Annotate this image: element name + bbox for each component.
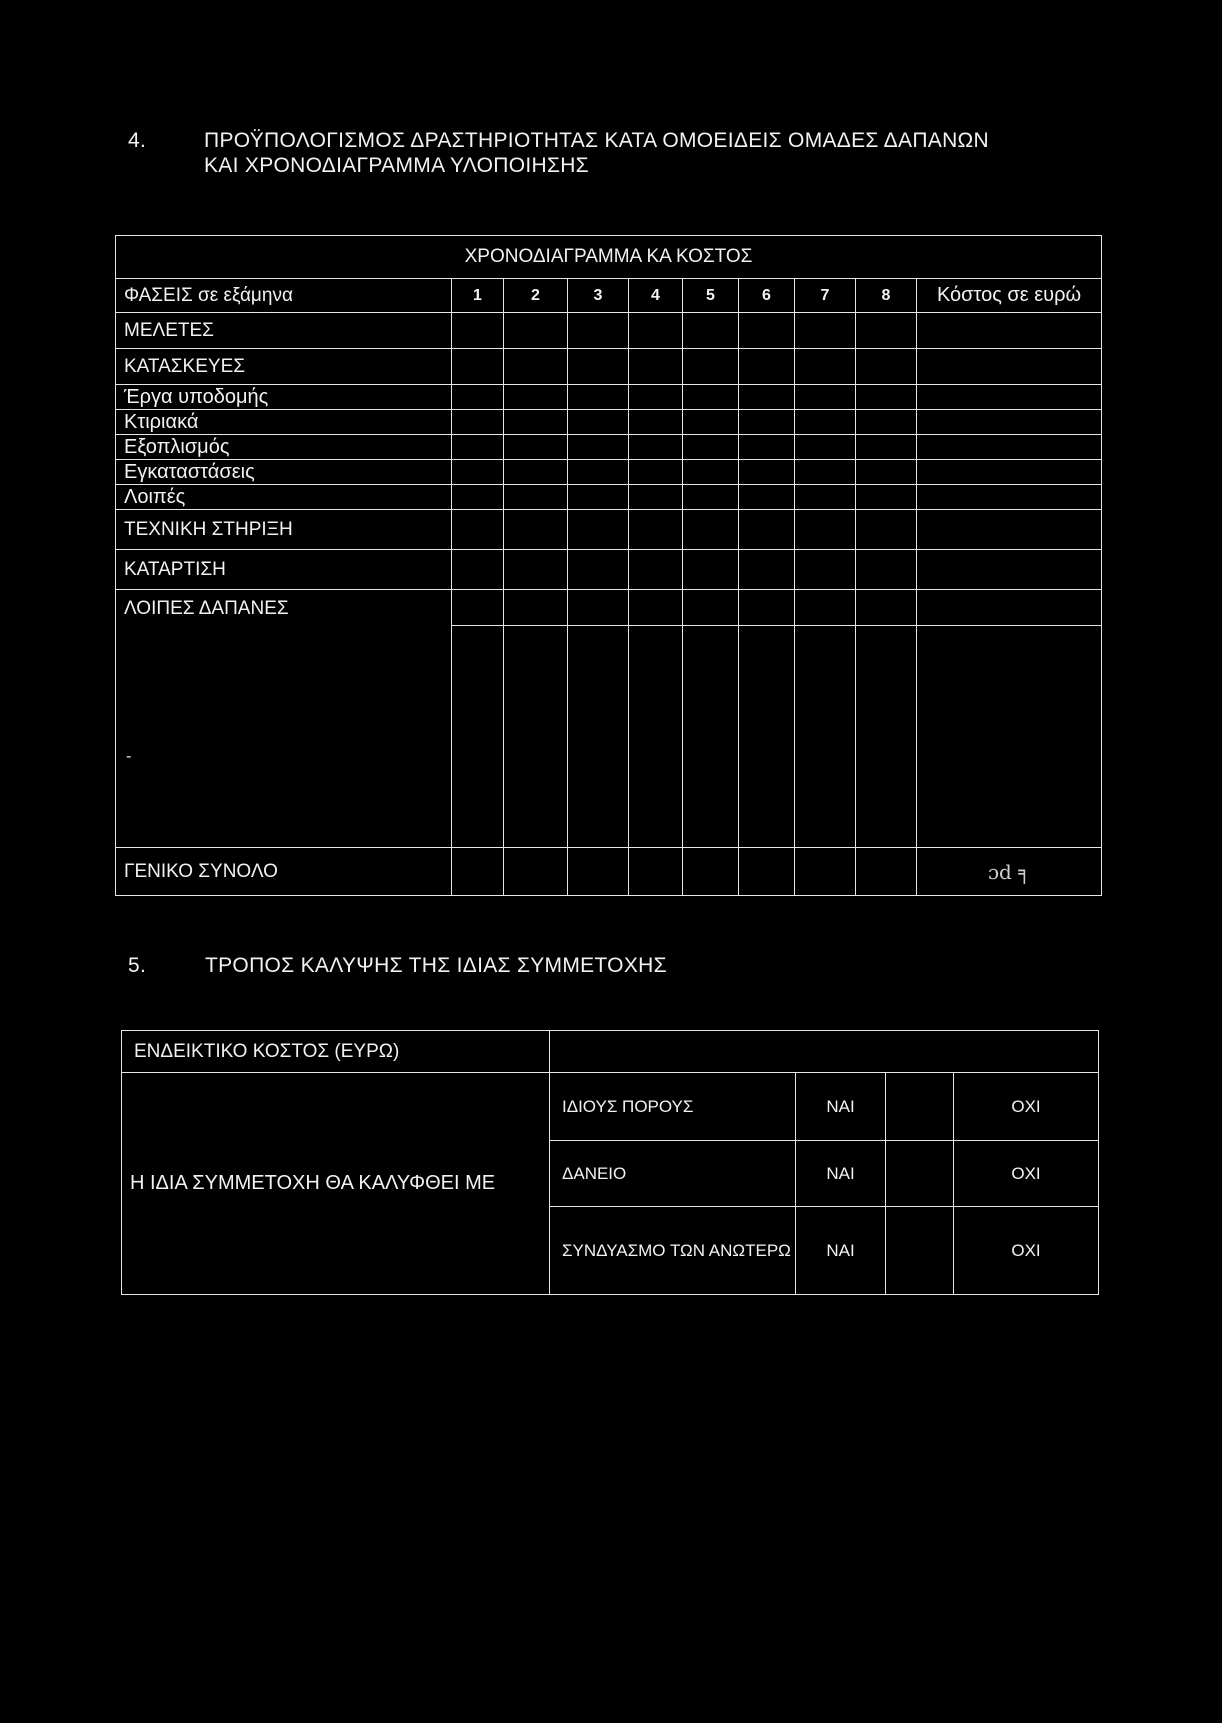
cell <box>739 550 795 590</box>
cell <box>795 410 856 435</box>
cell <box>795 550 856 590</box>
cell <box>629 313 683 349</box>
row-label-techniki-stirixi: ΤΕΧΝΙΚΗ ΣΤΗΡΙΞΗ <box>116 510 452 550</box>
cell <box>739 313 795 349</box>
cell <box>856 313 917 349</box>
cost-cell <box>917 590 1102 626</box>
cost-cell <box>917 349 1102 385</box>
cell <box>683 550 739 590</box>
cell <box>452 626 504 848</box>
cost-cell <box>917 460 1102 485</box>
cell <box>795 848 856 896</box>
cell <box>856 485 917 510</box>
cell <box>568 410 629 435</box>
cost-cell <box>917 435 1102 460</box>
cost-cell <box>917 313 1102 349</box>
option-combination: ΣΥΝΔΥΑΣΜΟ ΤΩΝ ΑΝΩΤΕΡΩ <box>550 1207 796 1295</box>
semester-8: 8 <box>856 279 917 313</box>
cell <box>504 485 568 510</box>
cell <box>739 435 795 460</box>
option-own-resources: ΙΔΙΟΥΣ ΠΟΡΟΥΣ <box>550 1073 796 1141</box>
cell <box>568 485 629 510</box>
cell <box>739 848 795 896</box>
section-title-line-1: ΠΡΟΫΠΟΛΟΓΙΣΜΟΣ ΔΡΑΣΤΗΡΙΟΤΗΤΑΣ ΚΑΤΑ ΟΜΟΕΙΔΕΙΣ ΟΜΑΔΕΣ ΔΑΠΑΝΩΝ <box>204 129 990 152</box>
cell <box>739 349 795 385</box>
option-own-resources-yes[interactable]: ΝΑΙ <box>796 1073 886 1141</box>
cell <box>856 510 917 550</box>
cell <box>452 313 504 349</box>
cell <box>452 485 504 510</box>
checkbox-cell[interactable] <box>886 1141 954 1207</box>
cell <box>452 510 504 550</box>
cell <box>795 313 856 349</box>
row-label-loipes-dapanes <box>116 590 452 848</box>
cell <box>683 626 739 848</box>
option-own-resources-no[interactable]: ΟΧΙ <box>954 1073 1099 1141</box>
semester-4: 4 <box>629 279 683 313</box>
cost-cell <box>917 410 1102 435</box>
cell <box>452 848 504 896</box>
cell <box>683 385 739 410</box>
cell <box>504 410 568 435</box>
section-title-line-2: ΚΑΙ ΧΡΟΝΟΔΙΑΓΡΑΜΜΑ ΥΛΟΠΟΙΗΣΗΣ <box>204 154 589 177</box>
option-loan-yes[interactable]: ΝΑΙ <box>796 1141 886 1207</box>
cell <box>683 410 739 435</box>
cost-cell <box>917 385 1102 410</box>
cell <box>504 510 568 550</box>
checkbox-cell[interactable] <box>886 1073 954 1141</box>
semester-6: 6 <box>739 279 795 313</box>
cell <box>629 550 683 590</box>
cell <box>683 435 739 460</box>
cell <box>452 550 504 590</box>
cell <box>452 460 504 485</box>
cell <box>629 848 683 896</box>
option-loan: ΔΑΝΕΙΟ <box>550 1141 796 1207</box>
cell <box>568 510 629 550</box>
cell <box>504 848 568 896</box>
coverage-table <box>121 1030 1099 1295</box>
cost-cell <box>917 550 1102 590</box>
cell <box>739 385 795 410</box>
row-label-meletes: ΜΕΛΕΤΕΣ <box>116 313 452 349</box>
section-title: ΤΡΟΠΟΣ ΚΑΛΥΨΗΣ ΤΗΣ ΙΔΙΑΣ ΣΥΜΜΕΤΟΧΗΣ <box>205 954 667 977</box>
cell <box>856 435 917 460</box>
cell <box>568 848 629 896</box>
cell <box>856 848 917 896</box>
cell <box>629 510 683 550</box>
indicative-cost-value <box>550 1031 1099 1073</box>
cell <box>504 385 568 410</box>
cell <box>856 410 917 435</box>
cell <box>739 485 795 510</box>
cell <box>629 349 683 385</box>
cell <box>629 485 683 510</box>
cost-cell <box>917 485 1102 510</box>
cell <box>452 385 504 410</box>
semester-5: 5 <box>683 279 739 313</box>
cell <box>629 460 683 485</box>
cell <box>629 435 683 460</box>
cell <box>568 590 629 626</box>
cell <box>739 460 795 485</box>
cell <box>568 435 629 460</box>
cell <box>629 626 683 848</box>
cell <box>739 510 795 550</box>
cell <box>856 460 917 485</box>
cell <box>795 590 856 626</box>
coverage-row-label: Η ΙΔΙΑ ΣΥΜΜΕΤΟΧΗ ΘΑ ΚΑΛΥΦΘΕΙ ΜΕ <box>122 1073 550 1295</box>
cell <box>504 435 568 460</box>
row-label-kataskeves: ΚΑΤΑΣΚΕΥΕΣ <box>116 349 452 385</box>
cell <box>856 385 917 410</box>
cell <box>452 349 504 385</box>
cell <box>856 626 917 848</box>
cell <box>683 848 739 896</box>
section-number: 5. <box>128 954 147 977</box>
cell <box>795 626 856 848</box>
option-combination-yes[interactable]: ΝΑΙ <box>796 1207 886 1295</box>
semester-3: 3 <box>568 279 629 313</box>
indicative-cost-header: ΕΝΔΕΙΚΤΙΚΟ ΚΟΣΤΟΣ (ΕΥΡΩ) <box>122 1031 550 1073</box>
semester-1: 1 <box>452 279 504 313</box>
cell <box>504 626 568 848</box>
semester-7: 7 <box>795 279 856 313</box>
checkbox-cell[interactable] <box>886 1207 954 1295</box>
cell <box>568 550 629 590</box>
section-number: 4. <box>128 129 147 152</box>
row-label-ktiriaka: Κτιριακά <box>116 410 452 435</box>
cell <box>504 590 568 626</box>
cell <box>795 485 856 510</box>
semester-2: 2 <box>504 279 568 313</box>
row-label-eksoplismos: Εξοπλισμός <box>116 435 452 460</box>
cell <box>629 385 683 410</box>
cell <box>795 510 856 550</box>
cost-cell <box>917 626 1102 848</box>
cell <box>739 410 795 435</box>
cell <box>856 349 917 385</box>
cell <box>795 435 856 460</box>
cell <box>568 385 629 410</box>
cell <box>683 460 739 485</box>
blank-mark: - <box>126 748 132 765</box>
cell <box>568 349 629 385</box>
cell <box>795 385 856 410</box>
cost-cell <box>917 510 1102 550</box>
cell <box>795 349 856 385</box>
cell <box>856 550 917 590</box>
cell <box>504 313 568 349</box>
cell <box>683 510 739 550</box>
cell <box>568 460 629 485</box>
cell <box>683 590 739 626</box>
cell <box>739 590 795 626</box>
cell <box>504 460 568 485</box>
cell <box>629 410 683 435</box>
row-label-loipes-dapanes-text: ΛΟΙΠΕΣ ΔΑΠΑΝΕΣ <box>124 598 289 619</box>
cell <box>504 349 568 385</box>
total-label: ΓΕΝΙΚΟ ΣΥΝΟΛΟ <box>116 848 452 896</box>
cell <box>568 626 629 848</box>
cell <box>629 590 683 626</box>
schedule-header: ΧΡΟΝΟΔΙΑΓΡΑΜΜΑ ΚΑ ΚΟΣΤΟΣ <box>116 236 1102 279</box>
cell <box>683 349 739 385</box>
cell <box>795 460 856 485</box>
cell <box>504 550 568 590</box>
cell <box>739 626 795 848</box>
phase-label: ΦΑΣΕΙΣ σε εξάμηνα <box>116 279 452 313</box>
total-cost-handwriting: ɔd ╕ <box>917 848 1102 896</box>
row-label-erga-ypodomis: Έργα υποδομής <box>116 385 452 410</box>
row-label-katartisi: ΚΑΤΑΡΤΙΣΗ <box>116 550 452 590</box>
row-label-loipes: Λοιπές <box>116 485 452 510</box>
cell <box>452 590 504 626</box>
option-combination-no[interactable]: ΟΧΙ <box>954 1207 1099 1295</box>
schedule-cost-table <box>115 235 1102 896</box>
option-loan-no[interactable]: ΟΧΙ <box>954 1141 1099 1207</box>
cell <box>568 313 629 349</box>
cell <box>452 435 504 460</box>
row-label-egkatastaseis: Εγκαταστάσεις <box>116 460 452 485</box>
cell <box>856 590 917 626</box>
cell <box>683 485 739 510</box>
cell <box>683 313 739 349</box>
cost-euro-label: Κόστος σε ευρώ <box>917 279 1102 313</box>
cell <box>452 410 504 435</box>
